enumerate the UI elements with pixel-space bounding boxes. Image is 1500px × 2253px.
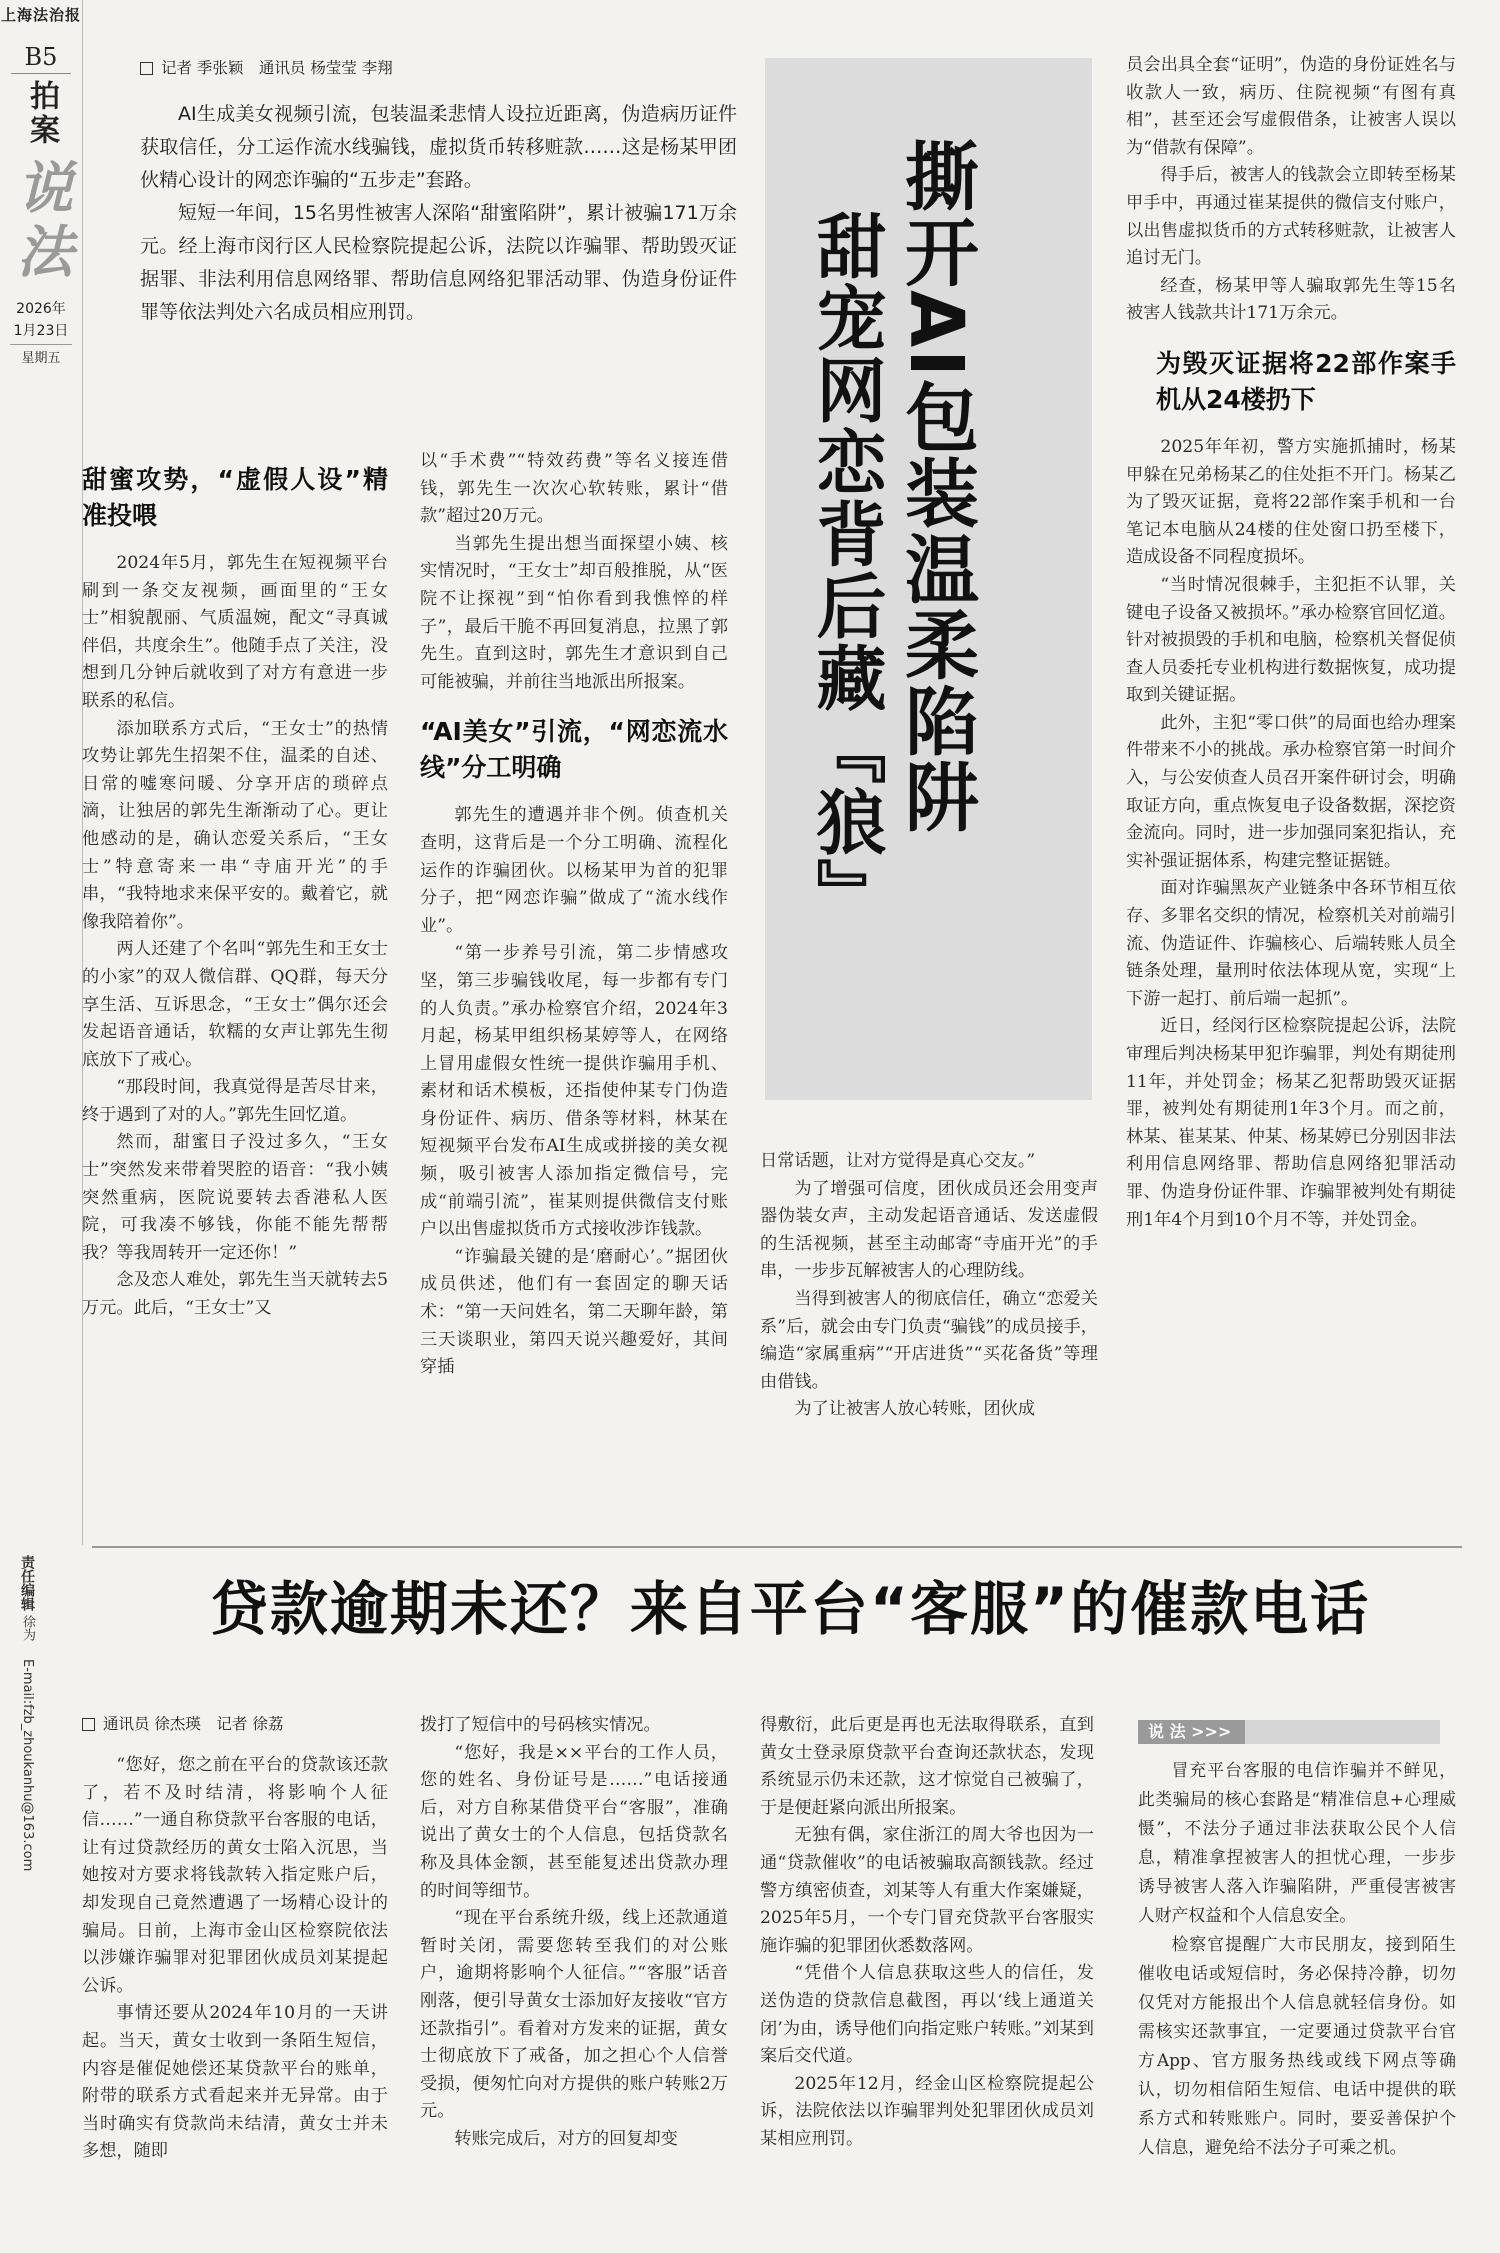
paragraph: 当得到被害人的彻底信任，确立“恋爱关系”后，就会由专门负责“骗钱”的成员接手，编造“家属重病”“开店进货”“买花备货”等理由借钱。 xyxy=(760,1288,1098,1392)
paragraph: 两人还建了个名叫“郭先生和王女士的小家”的双人微信群、QQ群，每天分享生活、互诉思念，“王女士”偶尔还会发起语音通话，软糯的女声让郭先生彻底放下了戒心。 xyxy=(82,939,388,1070)
article1-column-4 xyxy=(1126,52,1456,1540)
paragraph: 念及恋人难处，郭先生当天就转去5万元。此后，“王女士”又 xyxy=(82,1270,388,1319)
article2-commentary xyxy=(1138,1756,1456,2244)
paragraph: 添加联系方式后，“王女士”的热情攻势让郭先生招架不住，温柔的自述、日常的嘘寒问暖、分享开店的琐碎点滴，让独居的郭先生渐渐动了心。更让他感动的是，确认恋爱关系后，“王女士”特意寄来一串“寺庙开光”的手串，“我特地求来保平安的。戴着它，就像我陪着你”。 xyxy=(82,718,388,932)
paragraph: “现在平台系统升级，线上还款通道暂时关闭，需要您转至我们的对公账户，逾期将影响个人征信。”“客服”话音刚落，便引导黄女士添加好友接收“官方还款指引”。看着对方发来的证据，黄女士彻底放下了戒备，加之担心个人信誉受损，便匆忙向对方提供的账户转账2万元。 xyxy=(420,1908,728,2122)
paragraph: “那段时间，我真觉得是苦尽甘来，终于遇到了对的人。”郭先生回忆道。 xyxy=(82,1077,388,1125)
paragraph: 以“手术费”“特效药费”等名义接连借钱，郭先生一次次心软转账，累计“借款”超过20万元。 xyxy=(420,451,728,527)
issue-day: 1月23日 xyxy=(13,323,69,339)
paragraph: 2025年12月，经金山区检察院提起公诉，法院依法以诈骗罪判处犯罪团伙成员刘某相应刑罚。 xyxy=(760,2073,1094,2149)
article2-column-1 xyxy=(82,1752,388,2242)
editor-name: 徐为 xyxy=(20,1615,35,1642)
paragraph: 2025年年初，警方实施抓捕时，杨某甲躲在兄弟杨某乙的住处拒不开门。杨某乙为了毁灭证据，竟将22部作案手机和一台笔记本电脑从24楼的住处窗口扔至楼下，造成设备不同程度损坏。 xyxy=(1126,436,1456,568)
paragraph: “当时情况很棘手，主犯拒不认罪，关键电子设备又被损坏。”承办检察官回忆道。针对被损毁的手机和电脑，检察机关督促侦查人员委托专业机构进行数据恢复，成功提取到关键证据。 xyxy=(1126,574,1456,706)
article2-title: 贷款逾期未还？来自平台“客服”的催款电话 xyxy=(209,1575,1371,1643)
lead-paragraph: AI生成美女视频引流，包装温柔悲情人设拉近距离，伪造病历证件获取信任，分工运作流水线骗钱，虚拟货币转移赃款……这是杨某甲团伙精心设计的网恋诈骗的“五步走”套路。 xyxy=(140,103,737,191)
paragraph: 检察官提醒广大市民朋友，接到陌生催收电话或短信时，务必保持冷静，切勿仅凭对方能报出个人信息就轻信身份。如需核实还款事宜，一定要通过贷款平台官方App、官方服务热线或线下网点等确认，切勿相信陌生短信、电话中提供的联系方式和转账账户。同时，要妥善保护个人信息，避免给不法分子可乘之机。 xyxy=(1138,1934,1456,2157)
article2-column-2 xyxy=(420,1712,728,2242)
article1-title-line2: 甜宠网恋背后藏『狼』 xyxy=(805,210,887,930)
paragraph: 为了增强可信度，团伙成员还会用变声器伪装女声，主动发起语音通话、发送虚假的生活视频，甚至主动邮寄“寺庙开光”的手串，一步步瓦解被害人的心理防线。 xyxy=(760,1178,1098,1282)
article1-column-3 xyxy=(760,1148,1098,1540)
paragraph: 2024年5月，郭先生在短视频平台刷到一条交友视频，画面里的“王女士”相貌靓丽、气质温婉，配文“寻真诚伴侣，共度余生”。他随手点了关注，没想到几分钟后就收到了对方有意进一步联系的私信。 xyxy=(82,553,388,711)
paragraph: “您好，我是××平台的工作人员，您的姓名、身份证号是……”电话接通后，对方自称某借贷平台“客服”，准确说出了黄女士的个人信息，包括贷款名称及具体金额，甚至能复述出贷款办理的时间等细节。 xyxy=(420,1742,728,1901)
paragraph: 转账完成后，对方的回复却变 xyxy=(454,2128,678,2149)
article1-title-line1: 撕开AI包装温柔陷阱 xyxy=(893,138,979,835)
page-number: B5 xyxy=(11,43,71,74)
paragraph: 无独有偶，家住浙江的周大爷也因为一通“贷款催收”的电话被骗取高额钱款。经过警方缜密侦查，刘某等人有重大作案嫌疑，2025年5月，一个专门冒充贷款平台客服实施诈骗的犯罪团伙悉数落网。 xyxy=(760,1825,1094,1956)
paragraph: “凭借个人信息获取这些人的信任，发送伪造的贷款信息截图，再以‘线上通道关闭’为由，诱导他们向指定账户转账。”刘某到案后交代道。 xyxy=(760,1963,1094,2067)
commentary-label: 说 法 >>> xyxy=(1138,1720,1245,1744)
subheading: 甜蜜攻势，“虚假人设”精准投喂 xyxy=(82,465,388,530)
paragraph: 员会出具全套“证明”，伪造的身份证姓名与收款人一致，病历、住院视频“有图有真相”，甚至还会写虚假借条，让被害人误以为“借款有保障”。 xyxy=(1126,55,1456,158)
paragraph: “第一步养号引流，第二步情感攻坚，第三步骗钱收尾，每一步都有专门的人负责。”承办检察官介绍，2024年3月起，杨某甲组织杨某婷等人，在网络上冒用虚假女性统一提供诈骗用手机、素材和话术模板，还指使仲某专门伪造身份证件、病历、借条等材料，林某在短视频平台发布AI生成或拼接的美女视频，吸引被害人添加指定微信号，完成“前端引流”，崔某则提供微信支付账户以出售虚拟货币方式接收涉诈钱款。 xyxy=(420,943,728,1240)
paragraph: “您好，您之前在平台的贷款该还款了，若不及时结清，将影响个人征信……”一通自称贷款平台客服的电话，让有过贷款经历的黄女士陷入沉思，当她按对方要求将钱款转入指定账户后，却发现自己竟然遭遇了一场精心设计的骗局。日前，上海市金山区检察院依法以涉嫌诈骗罪对犯罪团伙成员刘某提起公诉。 xyxy=(82,1755,388,1996)
paragraph: 得手后，被害人的钱款会立即转至杨某甲手中，再通过崔某提供的微信支付账户，以出售虚拟货币的方式转移赃款，让被害人追讨无门。 xyxy=(1126,165,1456,269)
article1-column-1 xyxy=(82,442,388,1540)
article1-column-2 xyxy=(420,448,728,1540)
issue-weekday: 星期五 xyxy=(10,344,72,366)
paragraph: 近日，经闵行区检察院提起公诉，法院审理后判决杨某甲犯诈骗罪，判处有期徒刑11年，并处罚金；杨某乙犯帮助毁灭证据罪，被判处有期徒刑1年3个月。而之前，林某、崔某某、仲某、杨某婷已分别因非法利用信息网络罪、帮助信息网络犯罪活动罪、伪造身份证件罪、诈骗罪被判处有期徒刑1年4个月到10个月不等，并处罚金。 xyxy=(1126,1016,1456,1230)
section-title-top: 拍案 xyxy=(24,80,59,148)
commentary-label-bar xyxy=(1138,1720,1440,1744)
issue-year: 2026年 xyxy=(16,301,66,317)
paragraph: 事情还要从2024年10月的一天讲起。当天，黄女士收到一条陌生短信，内容是催促她偿还某贷款平台的账单，附带的联系方式看起来并无异常。由于当时确实有贷款尚未结清，黄女士并未多想，随即 xyxy=(82,2003,388,2162)
paragraph: 得敷衍，此后更是再也无法取得联系，直到黄女士登录原贷款平台查询还款状态，发现系统显示仍未还款，这才惊觉自己被骗了，于是便赶紧向派出所报案。 xyxy=(760,1715,1094,1818)
article1-lead xyxy=(140,98,737,398)
paragraph: 面对诈骗黑灰产业链条中各环节相互依存、多罪名交织的情况，检察机关对前端引流、伪造证件、诈骗核心、后端转账人员全链条处理，量刑时依法体现从宽，实现“上下游一起打、前后端一起抓”。 xyxy=(1126,878,1456,1009)
article2-column-3 xyxy=(760,1712,1094,2242)
article1-byline xyxy=(140,56,740,78)
paragraph: 然而，甜蜜日子没过多久，“王女士”突然发来带着哭腔的语音：“我小姨突然重病，医院说要转去香港私人医院，可我凑不够钱，你能不能先帮帮我？等我周转开一定还你！” xyxy=(82,1132,388,1263)
page-header-strip xyxy=(0,0,83,1545)
masthead-logo: 上海法治报 xyxy=(0,6,81,24)
section-title-bottom: 说法 xyxy=(8,158,74,286)
paragraph: 当郭先生提出想当面探望小姨、核实情况时，“王女士”却百般推脱，从“医院不让探视”到“怕你看到我憔悴的样子”，最后干脆不再回复消息，拉黑了郭先生。直到这时，郭先生才意识到自己可能被骗，并前往当地派出所报案。 xyxy=(420,533,728,692)
paragraph: 此外，主犯“零口供”的局面也给办理案件带来不小的挑战。承办检察官第一时间介入，与公安侦查人员召开案件研讨会，明确取证方向，重点恢复电子设备数据，深挖资金流向。同时，进一步加强同案犯指认，充实补强证据体系，构建完整证据链。 xyxy=(1126,712,1456,871)
paragraph: 郭先生的遭遇并非个例。侦查机关查明，这背后是一个分工明确、流程化运作的诈骗团伙。以杨某甲为首的犯罪分子，把“网恋诈骗”做成了“流水线作业”。 xyxy=(420,805,728,936)
editor-email: E-mail:fzb_zhoukanhu@163.com xyxy=(20,1659,35,1872)
editor-label: 责任编辑 xyxy=(19,1555,35,1611)
byline-text: 通讯员 徐杰瑛 记者 徐荔 xyxy=(103,1715,284,1733)
subheading: “AI美女”引流，“网恋流水线”分工明确 xyxy=(420,717,728,783)
article2-byline xyxy=(82,1712,422,1734)
paragraph: 经查，杨某甲等人骗取郭先生等15名被害人钱款共计171万余元。 xyxy=(1126,275,1456,324)
lead-paragraph: 短短一年间，15名男性被害人深陷“甜蜜陷阱”，累计被骗171万余元。经上海市闵行区人民检察院提起公诉，法院以诈骗罪、帮助毁灭证据罪、非法利用信息网络罪、帮助信息网络犯罪活动罪、伪造身份证件罪等依法判处六名成员相应刑罚。 xyxy=(140,202,737,323)
byline-marker xyxy=(140,62,153,75)
byline-marker xyxy=(82,1718,95,1731)
paragraph: “诈骗最关键的是‘磨耐心’。”据团伙成员供述，他们有一套固定的聊天话术：“第一天问姓名，第二天聊年龄，第三天谈职业，第四天说兴趣爱好，其间穿插 xyxy=(420,1246,728,1378)
issue-date xyxy=(0,298,82,342)
subheading: 为毁灭证据将22部作案手机从24楼扔下 xyxy=(1156,348,1456,414)
byline-text: 记者 季张颖 通讯员 杨莹莹 李翔 xyxy=(161,59,393,77)
article1-title-block xyxy=(765,58,1092,1100)
article-divider xyxy=(92,1546,1462,1548)
paragraph: 冒充平台客服的电信诈骗并不鲜见，此类骗局的核心套路是“精准信息+心理威慑”，不法分子通过非法获取公民个人信息，精准拿捏被害人的担忧心理，一步步诱导被害人落入诈骗陷阱，严重侵害被害人财产权益和个人信息安全。 xyxy=(1138,1760,1456,1925)
paragraph: 日常话题，让对方觉得是真心交友。” xyxy=(760,1151,1036,1171)
editor-credit xyxy=(0,1555,36,2253)
paragraph: 为了让被害人放心转账，团伙成 xyxy=(794,1399,1036,1420)
paragraph: 拨打了短信中的号码核实情况。 xyxy=(420,1715,661,1735)
